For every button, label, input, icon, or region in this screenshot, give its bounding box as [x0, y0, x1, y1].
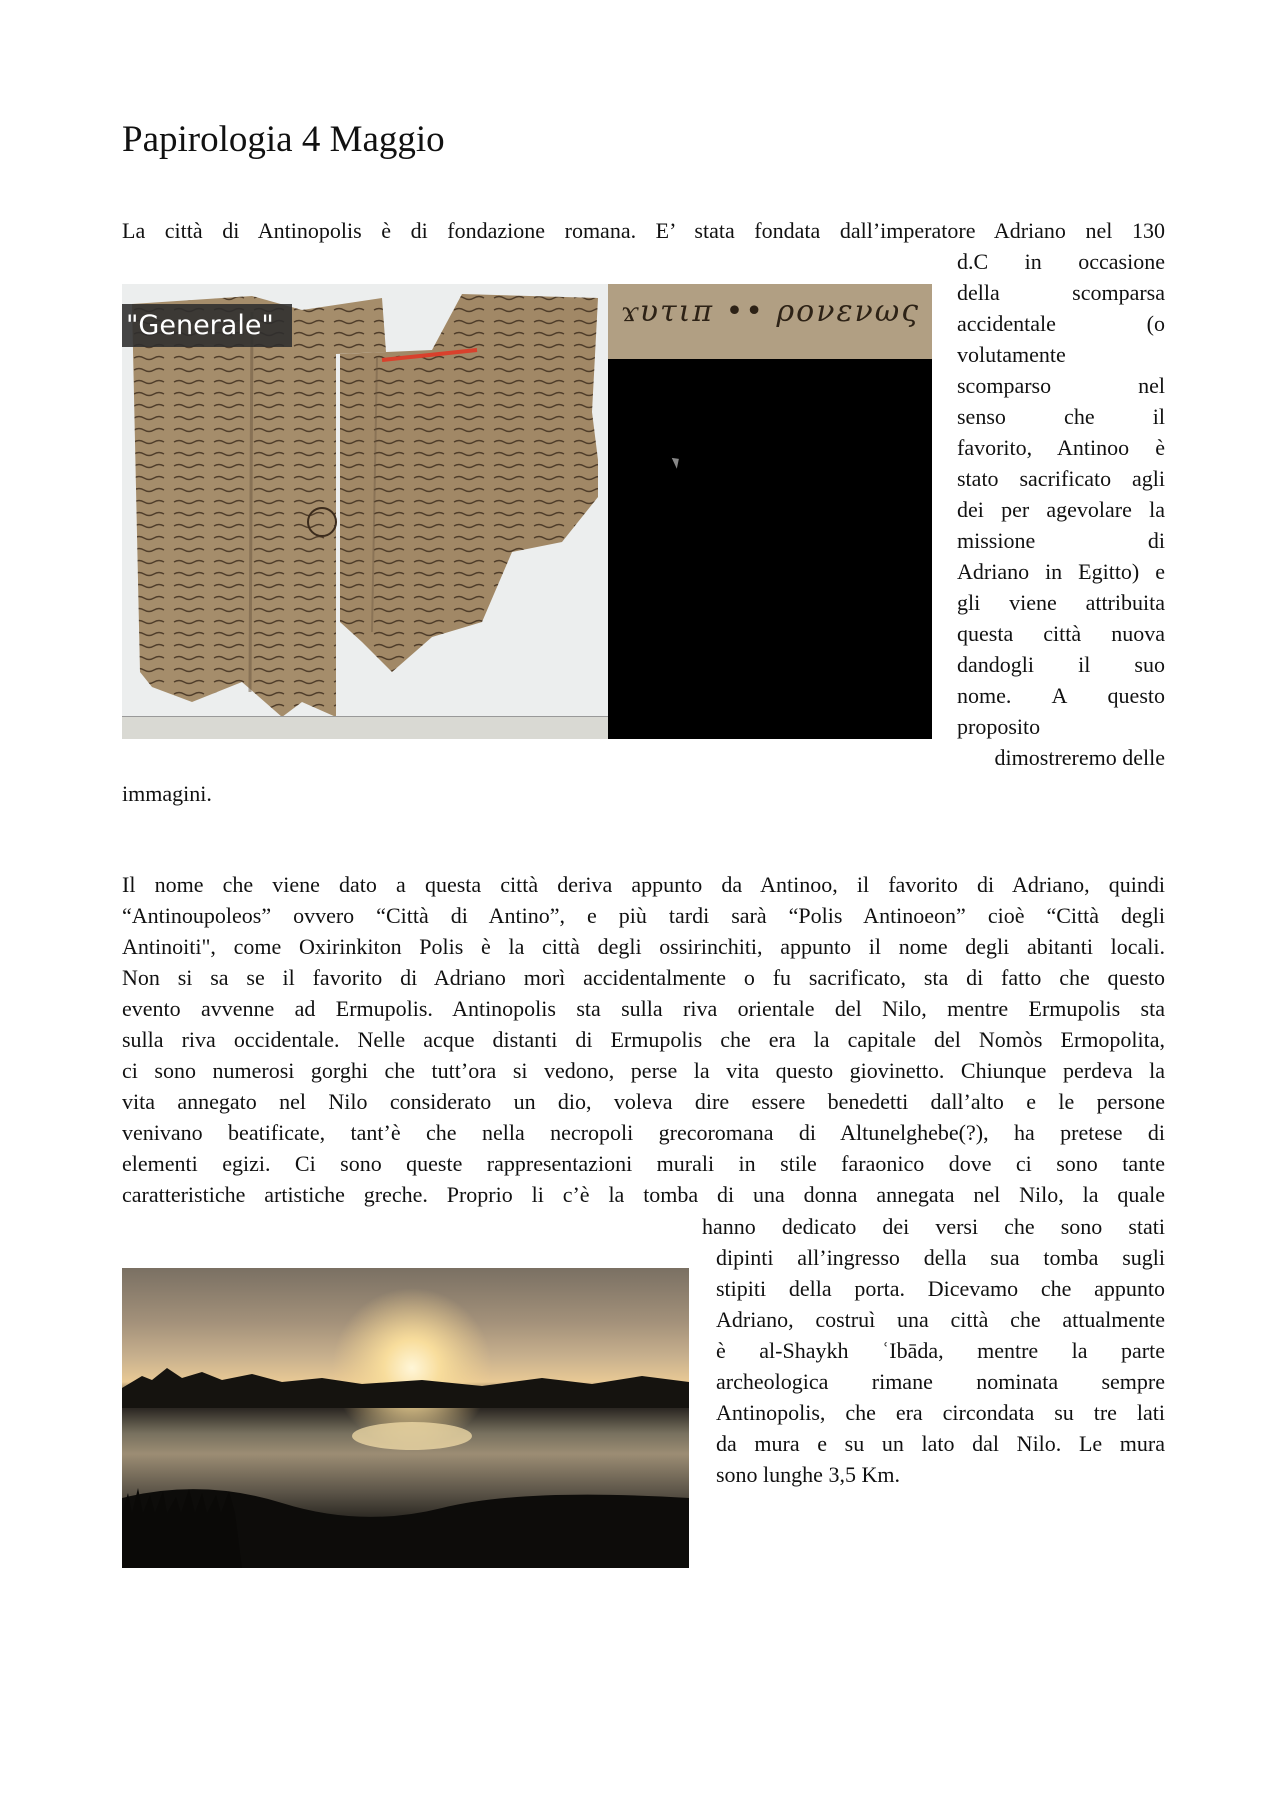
paragraph-line: venivano beatificate, tant’è che nella necropoli grecoromana di Altunelghebe(?), ha pretese di: [122, 1120, 1165, 1145]
column-line: della scomparsa: [957, 280, 1165, 305]
paragraph-line: “Antinoupoleos” ovvero “Città di Antino”, e più tardi sarà “Polis Antinoeon” cioè “Città degli: [122, 903, 1165, 928]
paragraph-line: è al-Shaykh ʿIbāda, mentre la parte: [716, 1338, 1165, 1363]
page-title: Papirologia 4 Maggio: [122, 119, 445, 160]
column-line: scomparso nel: [957, 373, 1165, 398]
column-line: proposito: [957, 714, 1041, 739]
paragraph-line: Il nome che viene dato a questa città deriva appunto da Antinoo, il favorito di Adriano, quindi: [122, 872, 1165, 897]
paragraph-3: [716, 1242, 1165, 1490]
overlay-label-generale: "Generale": [122, 304, 292, 347]
column-line: dei per agevolare la: [957, 497, 1165, 522]
paragraph-line: Antinopolis, che era circondata su tre lati: [716, 1400, 1165, 1425]
paragraph-2-indented-line: hanno dedicato dei versi che sono stati: [702, 1214, 1165, 1239]
nile-sunset-photo: [122, 1268, 689, 1568]
papyrus-image: [132, 292, 598, 717]
paragraph-line: sono lunghe 3,5 Km.: [716, 1462, 900, 1487]
black-video-area: [608, 359, 932, 739]
nile-sunset-image: [122, 1268, 689, 1568]
paragraph-2: [122, 869, 1165, 1210]
paragraph-line: archeologica rimane nominata sempre: [716, 1369, 1165, 1394]
paragraph-line: Antinoiti", come Oxirinkiton Polis è la città degli ossirinchiti, appunto il nome degli abitanti locali.: [122, 934, 1165, 959]
paragraph-1-last-line: immagini.: [122, 781, 212, 806]
paragraph-line: ci sono numerosi gorghi che tutt’ora si vedono, perse la vita questo giovinetto. Chiunque perdeva la: [122, 1058, 1165, 1083]
column-line: senso che il: [957, 404, 1165, 429]
paragraph-1-first-line: La città di Antinopolis è di fondazione romana. E’ stata fondata dall’imperatore Adriano nel 130: [122, 218, 1165, 243]
column-line: gli viene attribuita: [957, 590, 1165, 615]
column-line: nome. A questo: [957, 683, 1165, 708]
paragraph-line: stipiti della porta. Dicevamo che appunto: [716, 1276, 1165, 1301]
paragraph-line: caratteristiche artistiche greche. Proprio li c’è la tomba di una donna annegata nel Nilo, la quale: [122, 1182, 1165, 1207]
column-line: accidentale (o: [957, 311, 1165, 336]
paragraph-line: vita annegato nel Nilo considerato un dio, voleva dire essere benedetti dall’alto e le persone: [122, 1089, 1165, 1114]
paragraph-line: Adriano, costruì una città che attualmente: [716, 1307, 1165, 1332]
paragraph-line: evento avvenne ad Ermupolis. Antinopolis sta sulla riva orientale del Nilo, mentre Ermupolis sta: [122, 996, 1165, 1021]
papyrus-detail-text: ϫυτιπ •• ρονενως: [622, 294, 921, 329]
column-line: dimostreremo delle: [994, 745, 1165, 770]
column-line: missione di: [957, 528, 1165, 553]
column-line: stato sacrificato agli: [957, 466, 1165, 491]
column-line: Adriano in Egitto) e: [957, 559, 1165, 584]
paragraph-line: Non si sa se il favorito di Adriano morì accidentalmente o fu sacrificato, sta di fatto che questo: [122, 965, 1165, 990]
papyrus-figure: [122, 284, 932, 739]
paragraph-line: elementi egizi. Ci sono queste rappresentazioni murali in stile faraonico dove ci sono tante: [122, 1151, 1165, 1176]
paragraph-line: da mura e su un lato dal Nilo. Le mura: [716, 1431, 1165, 1456]
paragraph-line: sulla riva occidentale. Nelle acque distanti di Ermupolis che era la capitale del Nomòs Ermopolita,: [122, 1027, 1165, 1052]
column-line: dandogli il suo: [957, 652, 1165, 677]
paragraph-line: dipinti all’ingresso della sua tomba sugli: [716, 1245, 1165, 1270]
papyrus-detail-strip: [608, 284, 932, 359]
column-line: d.C in occasione: [957, 249, 1165, 274]
column-line: volutamente: [957, 342, 1066, 367]
measurement-ruler: [122, 716, 608, 739]
column-line: questa città nuova: [957, 621, 1165, 646]
column-line: favorito, Antinoo è: [957, 435, 1165, 460]
paragraph-1-column: [957, 246, 1165, 773]
